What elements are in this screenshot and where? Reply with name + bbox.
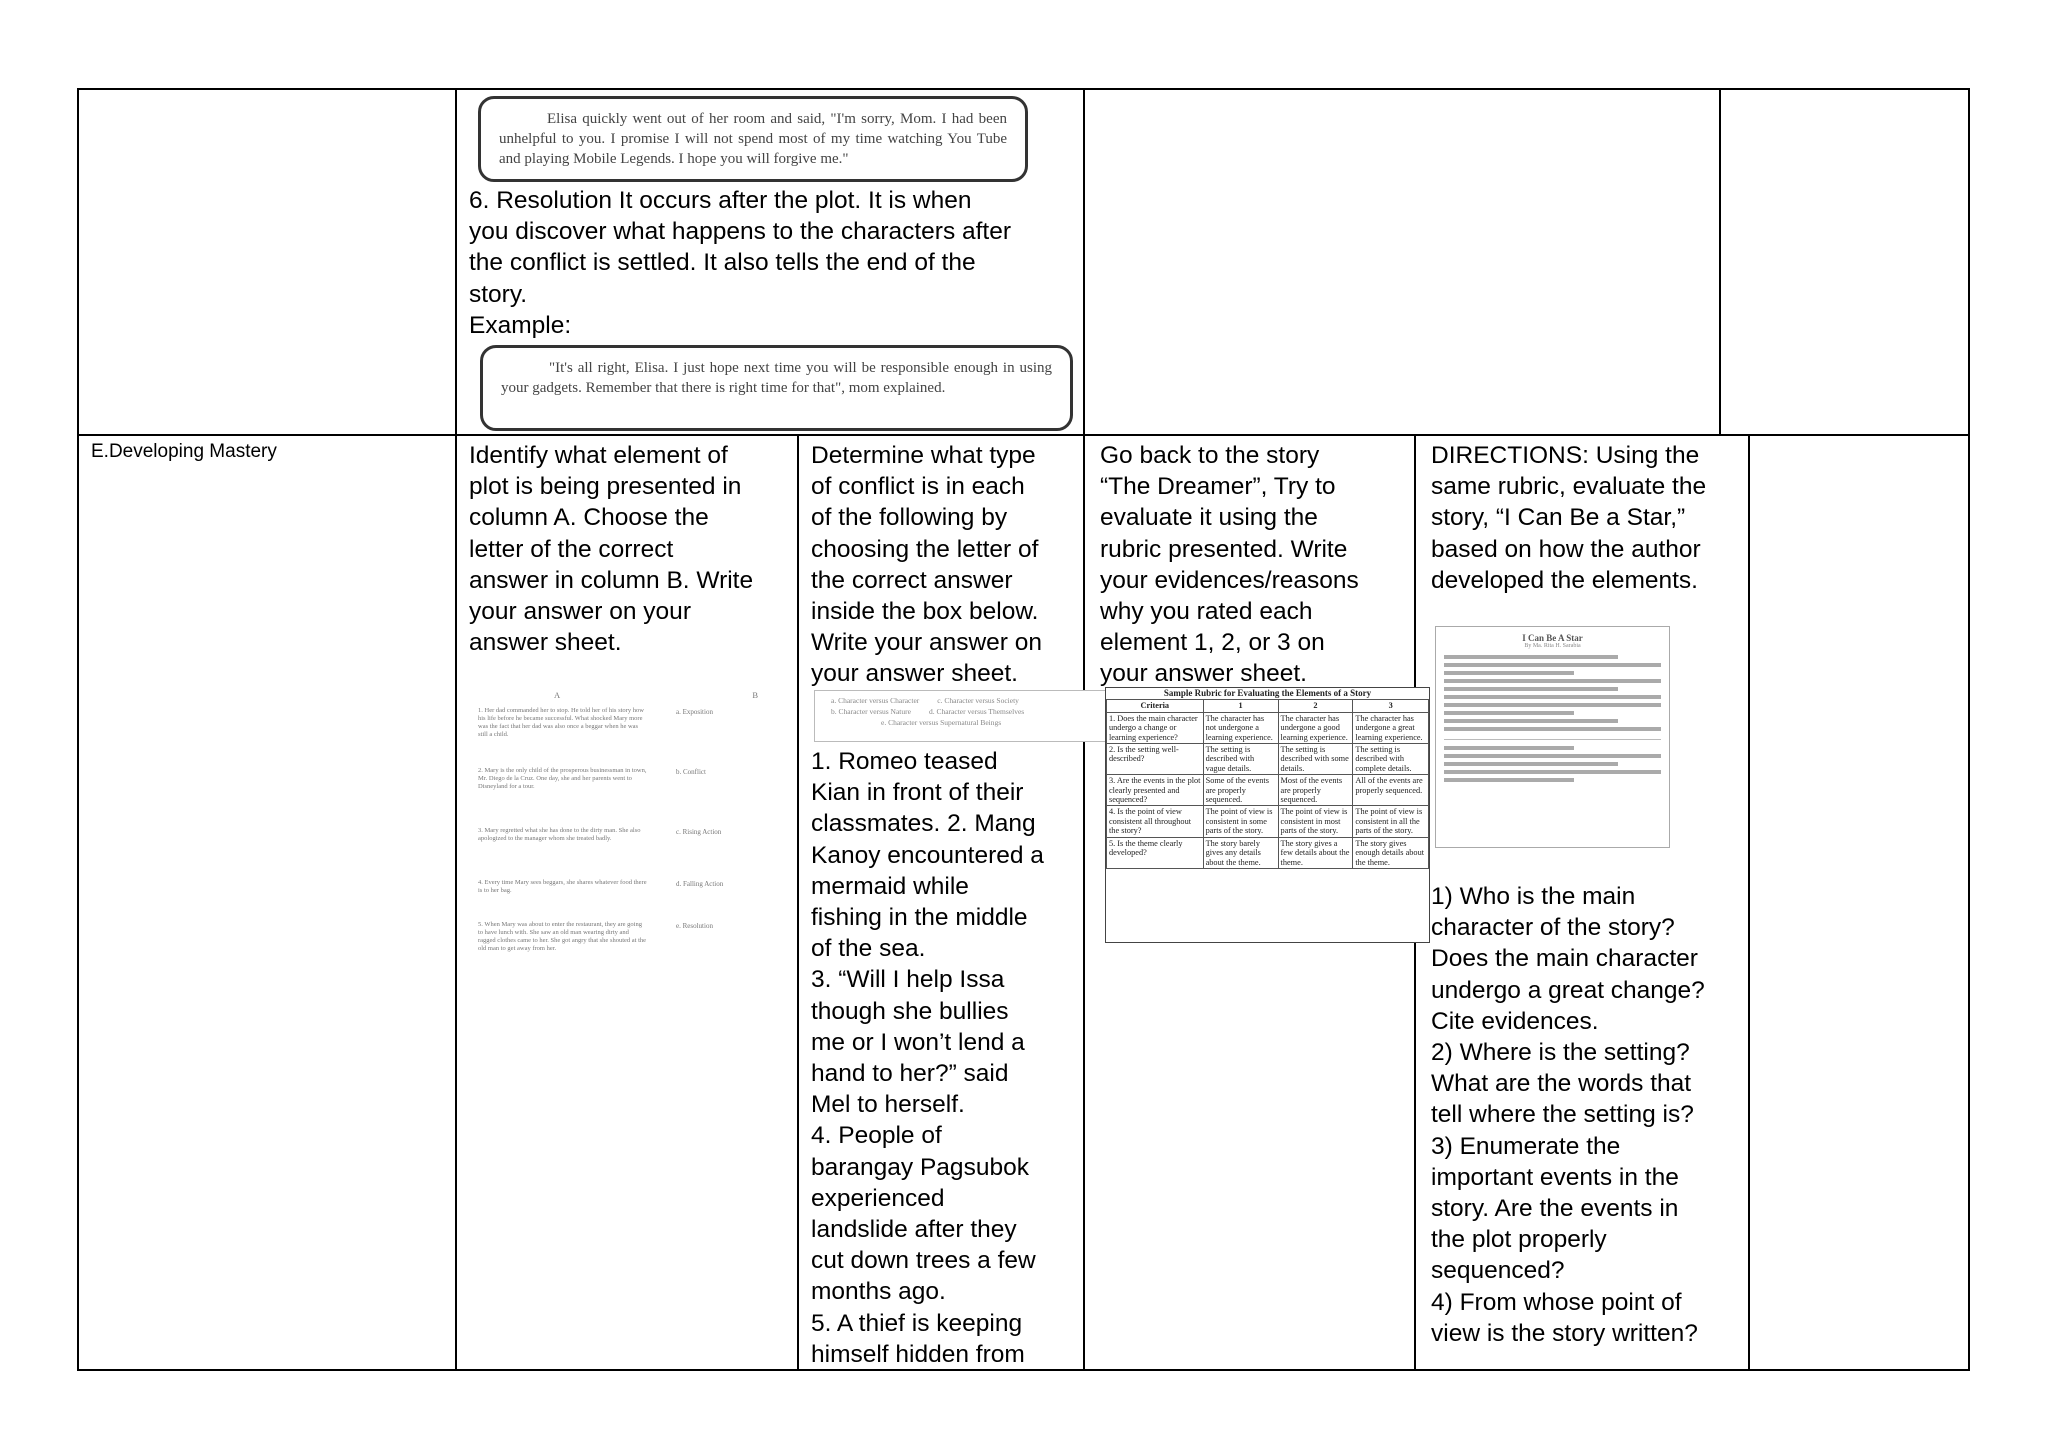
text-line <box>1444 671 1574 675</box>
matching-item-b: a. Exposition <box>676 708 713 716</box>
rubric-header: Criteria <box>1107 700 1204 712</box>
text-line <box>1444 711 1574 715</box>
column-a-header: A <box>554 690 561 700</box>
text-line <box>1444 663 1661 667</box>
matching-item-a: 4. Every time Mary sees beggars, she shares whatever food there is to her bag. <box>478 879 647 894</box>
rubric-cell: The setting is described with vague details. <box>1203 744 1278 775</box>
column-b-header: B <box>752 690 758 700</box>
rubric-cell: The character has undergone a great learning experience. <box>1353 712 1429 743</box>
column-divider <box>1719 88 1721 435</box>
rubric-header: 1 <box>1203 700 1278 712</box>
rubric-cell: The character has not undergone a learning experience. <box>1203 712 1278 743</box>
text-line <box>1444 727 1661 731</box>
resolution-text: 6. Resolution It occurs after the plot. It is when you discover what happens to the characters after the conflict is settled. It also tells the end of the story. Example: <box>469 187 1012 339</box>
matching-item-a: 1. Her dad commanded her to stop. He told her of his story how his life before he became successful. What shocked Mary more was the fact that her dad was also once a beggar when he was still a child. <box>478 707 644 738</box>
rubric-cell: 3. Are the events in the plot clearly presented and sequenced? <box>1107 775 1204 806</box>
text-line <box>1444 687 1618 691</box>
choice-c: c. Character versus Society <box>937 696 1019 705</box>
example-box-resolution <box>480 345 1073 431</box>
star-story-byline: By Ma. Rita H. Sarabia <box>1524 643 1581 649</box>
rubric-cell: All of the events are properly sequenced. <box>1353 775 1429 806</box>
col4-questions: 1) Who is the main character of the story? Does the main character undergo a great change? Cite evidences. 2) Where is the setting? What are the words that tell where the setting is? 3) Enumerate the important events in the story. Are the events in the plot properly sequenced? 4) From whose point of view is the story written? <box>1431 883 1705 1347</box>
rubric-cell: 2. Is the setting well-described? <box>1107 744 1204 775</box>
text-line <box>1444 762 1618 766</box>
rubric-cell: Most of the events are properly sequenced. <box>1278 775 1353 806</box>
matching-item-b: e. Resolution <box>676 922 713 930</box>
text-line <box>1444 703 1661 707</box>
rubric-cell: The point of view is consistent in most parts of the story. <box>1278 806 1353 837</box>
text-line <box>1444 770 1661 774</box>
example-box-rising <box>478 96 1028 182</box>
rubric-cell: 5. Is the theme clearly developed? <box>1107 837 1204 868</box>
star-story-image <box>1435 626 1670 848</box>
text-line <box>1444 695 1661 699</box>
rubric-cell: The story gives a few details about the theme. <box>1278 837 1353 868</box>
rubric-header: 2 <box>1278 700 1353 712</box>
rubric-title: Sample Rubric for Evaluating the Elements of a Story <box>1163 688 1372 698</box>
choice-a: a. Character versus Character <box>831 696 920 705</box>
row-label-developing-mastery: E.Developing Mastery <box>91 441 277 462</box>
rubric-cell: The story gives enough details about the theme. <box>1353 837 1429 868</box>
text-line <box>1444 746 1574 750</box>
col2-items: 1. Romeo teased Kian in front of their classmates. 2. Mang Kanoy encountered a mermaid while fishing in the middle of the sea. 3. “Will I help Issa though she bullies me or I won’t lend a hand to her?” said Mel to herself. 4. People of barangay Pagsubok experienced landslide after they cut down trees a few months ago. 5. A thief is keeping himself hidden from <box>811 748 1044 1368</box>
col1-instructions: Identify what element of plot is being presented in column A. Choose the letter of the correct answer in column B. Write your answer on your answer sheet. <box>469 442 754 657</box>
example-text: Elisa quickly went out of her room and said, "I'm sorry, Mom. I had been unhelpful to you. I promise I will not spend most of my time watching You Tube and playing Mobile Legends. I hope you will forgive me." <box>499 111 1007 167</box>
rubric-header: 3 <box>1353 700 1429 712</box>
matching-item-a: 2. Mary is the only child of the prosperous businessman in town, Mr. Diego de la Cruz. One day, she and her parents went to Disneyland for a tour. <box>478 767 647 790</box>
choice-e: e. Character versus Supernatural Beings <box>881 718 1002 727</box>
rubric-cell: 1. Does the main character undergo a change or learning experience? <box>1107 712 1204 743</box>
text-line <box>1444 754 1661 758</box>
example-text: "It's all right, Elisa. I just hope next time you will be responsible enough in using your gadgets. Remember that there is right time for that", mom explained. <box>501 360 1052 396</box>
col4-directions: DIRECTIONS: Using the same rubric, evaluate the story, “I Can Be a Star,” based on how the author developed the elements. <box>1431 442 1707 594</box>
rubric-cell: Some of the events are properly sequenced. <box>1203 775 1278 806</box>
text-line <box>1444 655 1618 659</box>
matching-item-b: d. Falling Action <box>676 880 724 888</box>
matching-item-a: 5. When Mary was about to enter the restaurant, they are going to have lunch with. She saw an old man wearing dirty and ragged clothes came to her. She got angry that she shouted at the old man to get away from her. <box>478 921 647 952</box>
rubric-cell: The setting is described with some details. <box>1278 744 1353 775</box>
table-right-border <box>1968 88 1970 1371</box>
rubric-cell: 4. Is the point of view consistent all throughout the story? <box>1107 806 1204 837</box>
rubric-cell: The point of view is consistent in some parts of the story. <box>1203 806 1278 837</box>
table-left-border <box>77 88 79 1371</box>
col3-instructions: Go back to the story “The Dreamer”, Try to evaluate it using the rubric presented. Write your evidences/reasons why you rated each element 1, 2, or 3 on your answer sheet. <box>1100 442 1359 688</box>
rubric-cell: The setting is described with complete details. <box>1353 744 1429 775</box>
table-top-border <box>77 88 1970 90</box>
conflict-choices-box <box>814 690 1110 742</box>
text-line <box>1444 778 1574 782</box>
column-divider <box>1748 434 1750 1371</box>
rubric-table-image <box>1105 687 1430 943</box>
column-divider <box>455 88 457 1371</box>
matching-item-a: 3. Mary regretted what she has done to the dirty man. She also apologized to the manager whom she treated badly. <box>478 827 641 842</box>
text-line <box>1444 719 1618 723</box>
star-story-title: I Can Be A Star <box>1522 633 1583 643</box>
col2-instructions: Determine what type of conflict is in each of the following by choosing the letter of the correct answer inside the box below. Write your answer on your answer sheet. <box>811 442 1043 688</box>
text-line <box>1444 679 1661 683</box>
rubric-cell: The character has undergone a good learning experience. <box>1278 712 1353 743</box>
matching-item-b: b. Conflict <box>676 768 706 776</box>
choice-b: b. Character versus Nature <box>831 707 911 716</box>
row-divider <box>77 434 1970 436</box>
matching-item-b: c. Rising Action <box>676 828 722 836</box>
rubric-cell: The story barely gives any details about the theme. <box>1203 837 1278 868</box>
choice-d: d. Character versus Themselves <box>928 707 1025 716</box>
column-divider <box>797 434 799 1371</box>
matching-table-image <box>478 690 788 1005</box>
rubric-cell: The point of view is consistent in all the parts of the story. <box>1353 806 1429 837</box>
